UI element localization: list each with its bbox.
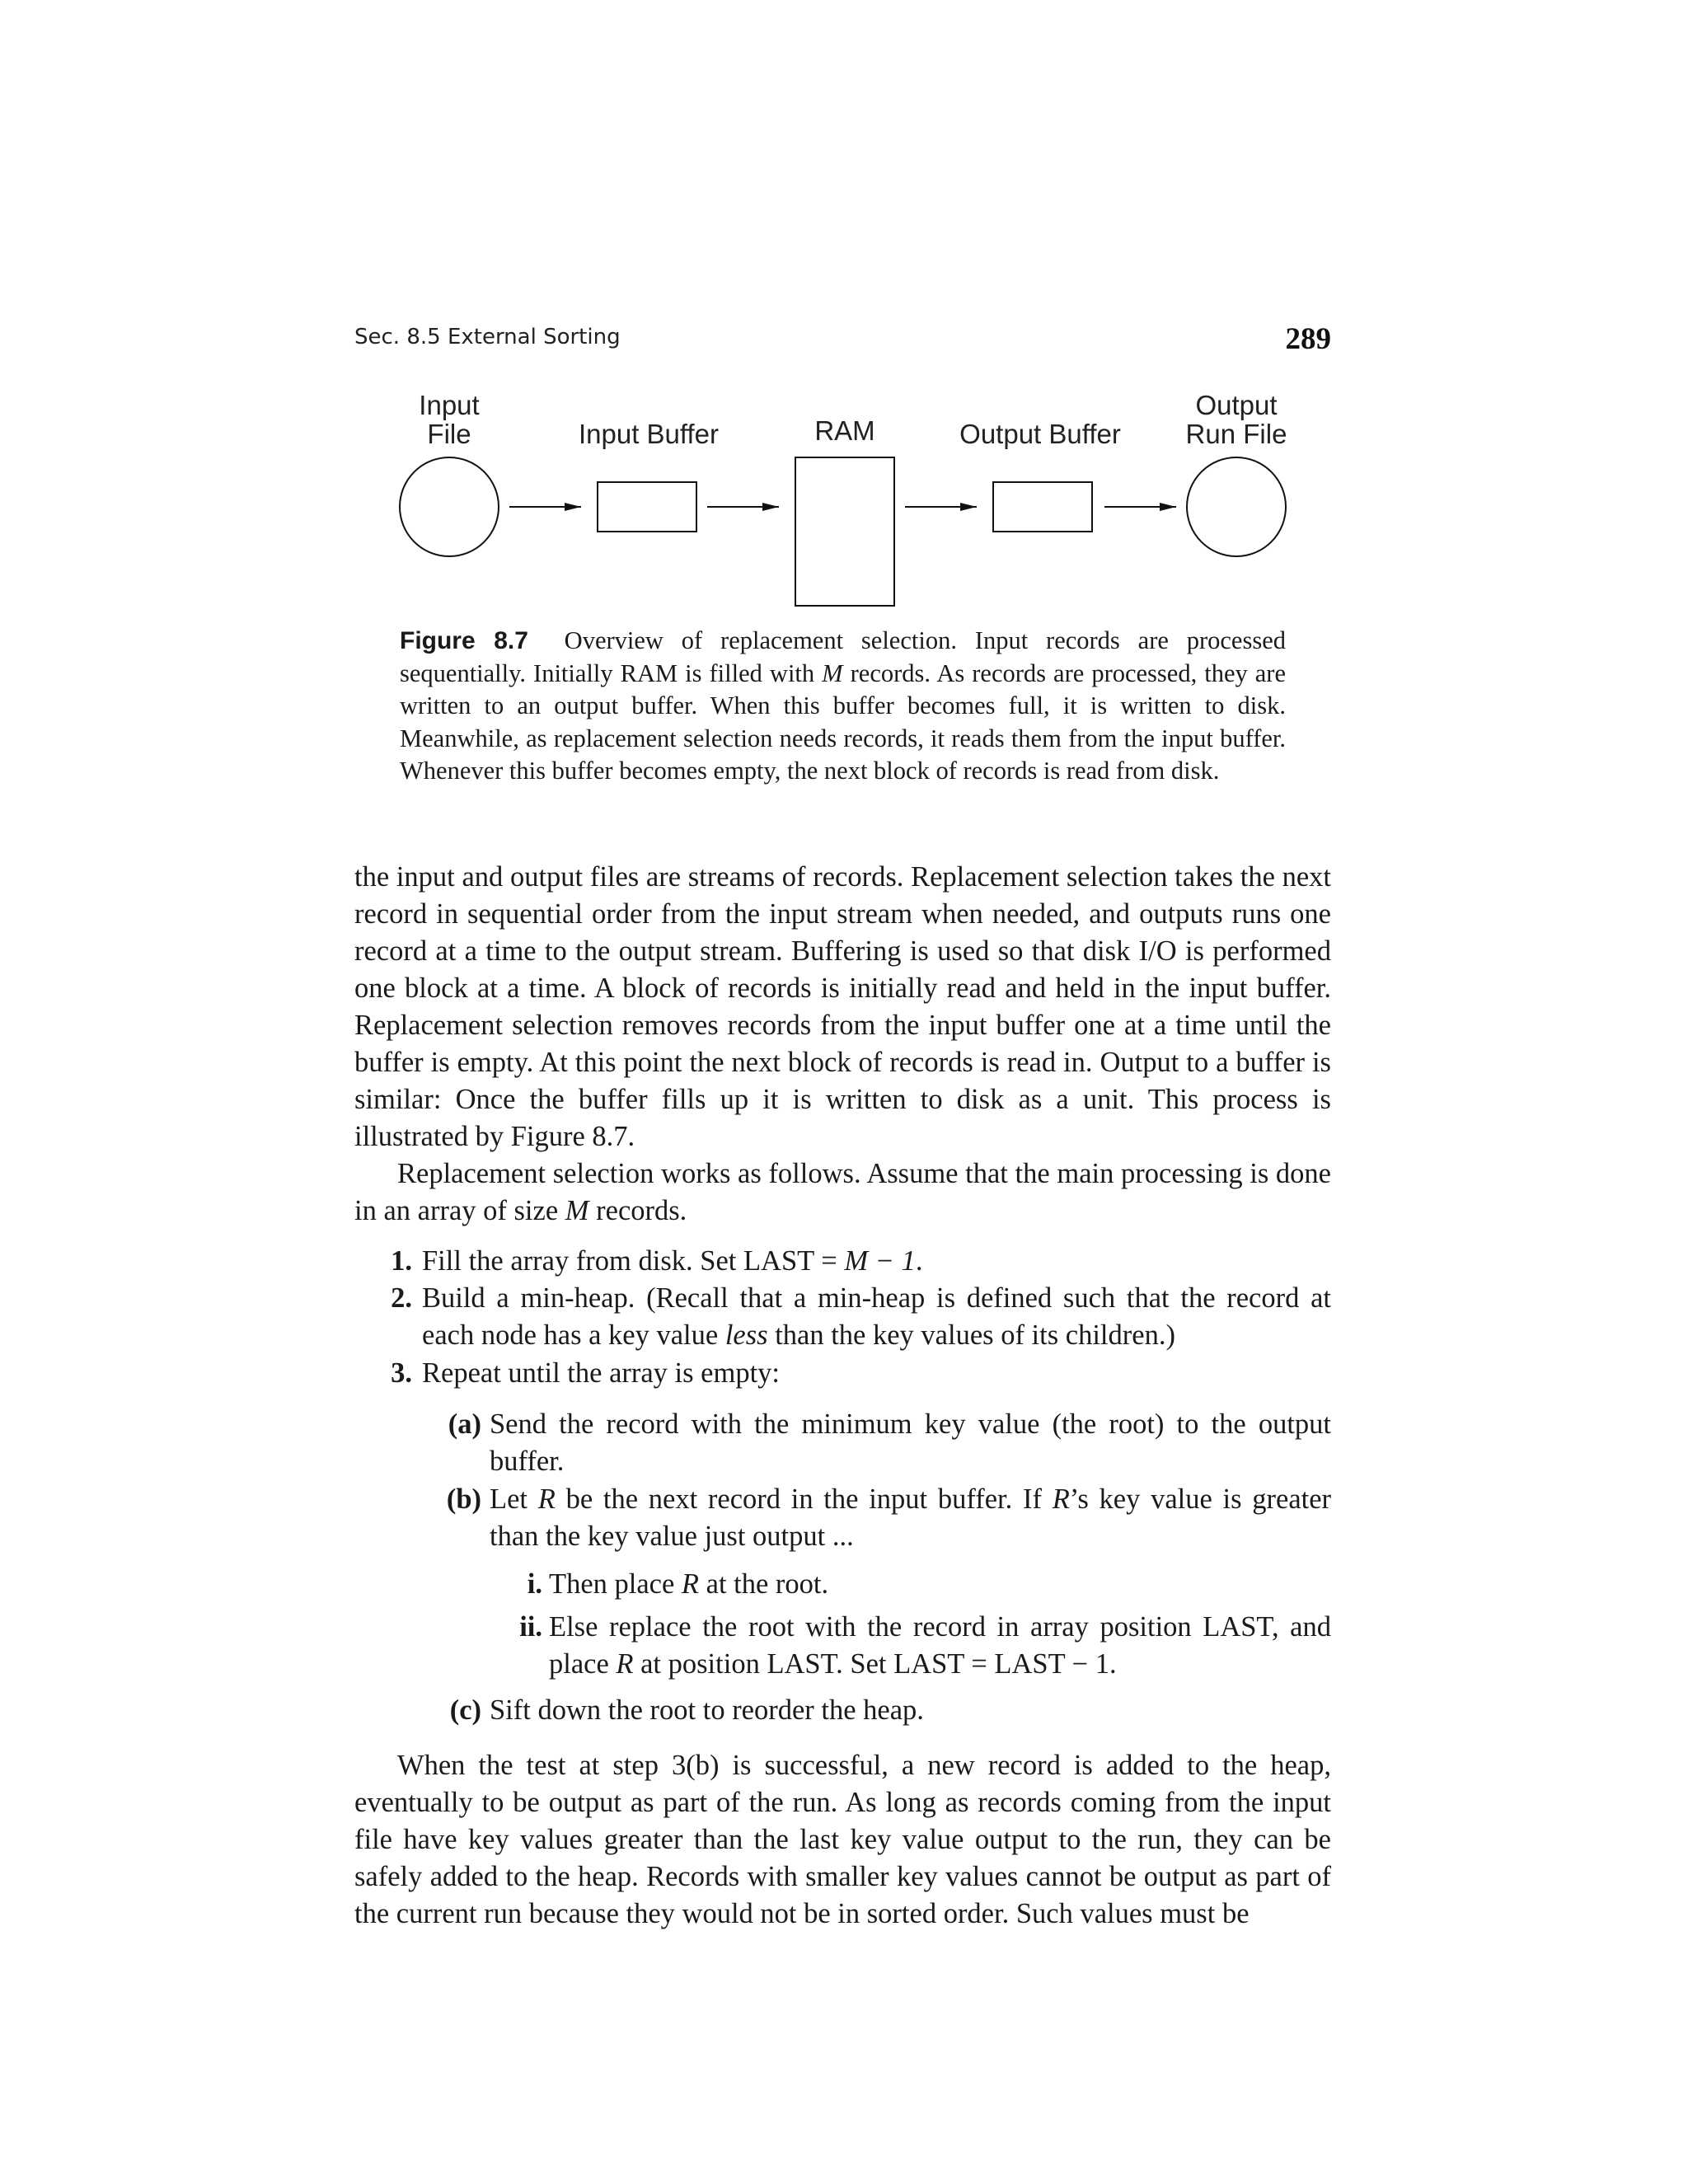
paragraph2-math-m: M — [565, 1195, 589, 1226]
step-3-marker: 3. — [391, 1357, 412, 1389]
paragraph2-part2: records. — [596, 1195, 687, 1226]
step-1-math: M − 1 — [844, 1245, 916, 1277]
step-1 — [422, 1243, 1331, 1280]
step-3c — [490, 1692, 1331, 1729]
page-number: 289 — [1285, 322, 1331, 356]
step-2-marker: 2. — [391, 1282, 412, 1314]
step-3b-text-1: Let — [490, 1483, 528, 1515]
replacement-selection-diagram — [354, 387, 1331, 635]
step-3c-text: Sift down the root to reorder the heap. — [490, 1694, 924, 1726]
label-output-run-file-line2: Run File — [1185, 419, 1287, 449]
step-3b — [490, 1481, 1331, 1555]
output-run-file-circle — [1187, 457, 1286, 556]
step-2 — [422, 1280, 1331, 1354]
figure-8-7-diagram — [354, 387, 1331, 635]
label-input-file-line1: Input — [419, 390, 480, 420]
caption-text-part2: records. As records are processed, they are written to an output buffer. When this buffer becomes full, it is written to disk. Meanwhile, as replacement selection needs records, it reads them from the input buffer. Whenever this buffer becomes empty, the next block of records is read from disk. — [400, 658, 1286, 785]
step-3b-i-marker: i. — [527, 1568, 542, 1600]
caption-title: Figure 8.7 — [400, 627, 528, 654]
step-3b-i-text-1: Then place — [549, 1568, 675, 1600]
paragraph-step-3b-explanation: When the test at step 3(b) is successful, a new record is added to the heap, eventually to be output as part of the run. As long as records coming from the input file have key values greater than the last key value output to the run, they can be safely added to the heap. Records with smaller key values cannot be output as part of the current run because they would not be in sorted order. Such values must be — [354, 1750, 1331, 1929]
step-3a-marker: (a) — [448, 1408, 481, 1440]
output-buffer-box — [993, 482, 1092, 532]
step-3b-ii — [549, 1609, 1331, 1683]
caption-text-part1: Overview of replacement selection. Input records are processed sequentially. Initially RAM is filled with — [400, 626, 1287, 687]
step-3c-marker: (c) — [449, 1694, 481, 1726]
step-1-marker: 1. — [391, 1245, 412, 1277]
paragraph-streams: the input and output files are streams of records. Replacement selection takes the next record in sequential order from the input stream when needed, and outputs runs one record at a time to the output stream. Buffering is used so that disk I/O is performed one block at a time. A block of records is initially read and held in the input buffer. Replacement selection removes records from the input buffer one at a time until the buffer is empty. At this point the next block of records is read in. Output to a buffer is similar: Once the buffer fills up it is written to disk as a unit. This process is illustrated by Figure 8.7. — [354, 861, 1331, 1152]
running-head — [354, 321, 1331, 363]
step-2-text-b: than the key values of its children.) — [775, 1319, 1175, 1351]
section-reference: Sec. 8.5 External Sorting — [354, 325, 621, 349]
label-output-buffer: Output Buffer — [959, 419, 1121, 449]
label-input-file-line2: File — [427, 419, 471, 449]
closing-text — [354, 1747, 1331, 1933]
ram-box — [795, 457, 894, 606]
step-3b-text-2: be the next record in the input buffer. If — [565, 1483, 1042, 1515]
step-3b-ii-text-2: at position LAST. Set LAST = LAST − 1. — [640, 1648, 1117, 1680]
step-3b-ii-text-1: Else replace the root with the record in array position LAST, and place — [549, 1611, 1331, 1680]
input-file-circle — [400, 457, 499, 556]
label-input-buffer: Input Buffer — [578, 419, 720, 449]
step-3b-r1: R — [537, 1483, 556, 1515]
step-3b-i-text-2: at the root. — [706, 1568, 829, 1600]
caption-math-m: M — [822, 658, 843, 687]
input-buffer-box — [598, 482, 696, 532]
step-3-text: Repeat until the array is empty: — [422, 1357, 780, 1389]
label-ram: RAM — [814, 415, 875, 446]
step-3b-text-3: ’s key value is greater than the key value just output ... — [490, 1483, 1332, 1552]
step-1-end: . — [915, 1245, 923, 1277]
label-output-run-file-line1: Output — [1195, 390, 1278, 420]
step-2-emphasis: less — [724, 1319, 768, 1351]
step-3a — [490, 1406, 1331, 1480]
figure-caption — [400, 625, 1286, 788]
step-3 — [422, 1355, 1331, 1392]
step-3b-marker: (b) — [446, 1483, 481, 1515]
step-1-text: Fill the array from disk. Set LAST = — [422, 1245, 845, 1277]
paragraph2-part1: Replacement selection works as follows. Assume that the main processing is done in an array of size — [354, 1158, 1331, 1226]
step-3b-ii-marker: ii. — [519, 1611, 542, 1643]
body-text — [354, 859, 1331, 1230]
step-3b-i — [549, 1566, 1331, 1603]
step-2-text-a: Build a min-heap. (Recall that a min-heap is defined such that the record at each node has a key value — [422, 1282, 1331, 1351]
step-3b-i-r: R — [681, 1568, 699, 1600]
paragraph-replacement-selection — [354, 1155, 1331, 1230]
step-3b-ii-r: R — [616, 1648, 634, 1680]
step-3a-text: Send the record with the minimum key value (the root) to the output buffer. — [490, 1408, 1331, 1477]
step-3b-r2: R — [1052, 1483, 1070, 1515]
